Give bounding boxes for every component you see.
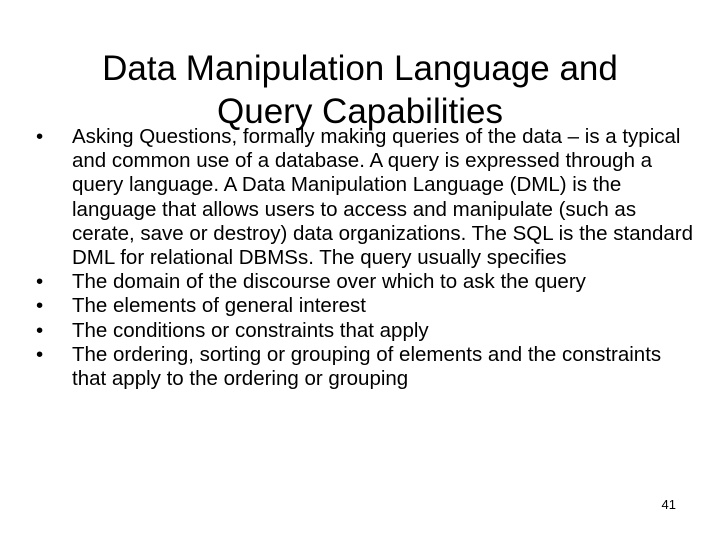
bullet-icon: • (36, 318, 44, 342)
bullet-item-1 (36, 125, 696, 270)
page-number: 41 (661, 497, 676, 512)
bullet-item-5 (36, 343, 696, 391)
slide-title-line-1: Data Manipulation Language and (102, 49, 618, 89)
bullet-list (36, 125, 696, 391)
bullet-text: The conditions or constraints that apply (72, 318, 429, 342)
bullet-text: The ordering, sorting or grouping of elements and the constraints that apply to the ordering or grouping (72, 342, 662, 391)
bullet-icon: • (36, 125, 44, 148)
bullet-text: Asking Questions, formally making queries of the data – is a typical and common use of a database. A query is expressed through a query language. A Data Manipulation Language (DML) is the language that allows users to access and manipulate (such as cerate, save or destroy) data organizations. The SQL is the standard DML for relational DBMSs. The query usually specifies (72, 125, 694, 270)
bullet-text: The domain of the discourse over which to ask the query (72, 270, 586, 294)
bullet-item-4 (36, 319, 696, 343)
bullet-icon: • (36, 342, 44, 366)
bullet-item-2 (36, 270, 696, 294)
bullet-icon: • (36, 270, 44, 294)
bullet-icon: • (36, 294, 44, 318)
slide-title (0, 47, 720, 133)
bullet-text: The elements of general interest (72, 294, 366, 318)
slide-title-line-2: Query Capabilities (217, 92, 503, 132)
bullet-item-3 (36, 294, 696, 318)
